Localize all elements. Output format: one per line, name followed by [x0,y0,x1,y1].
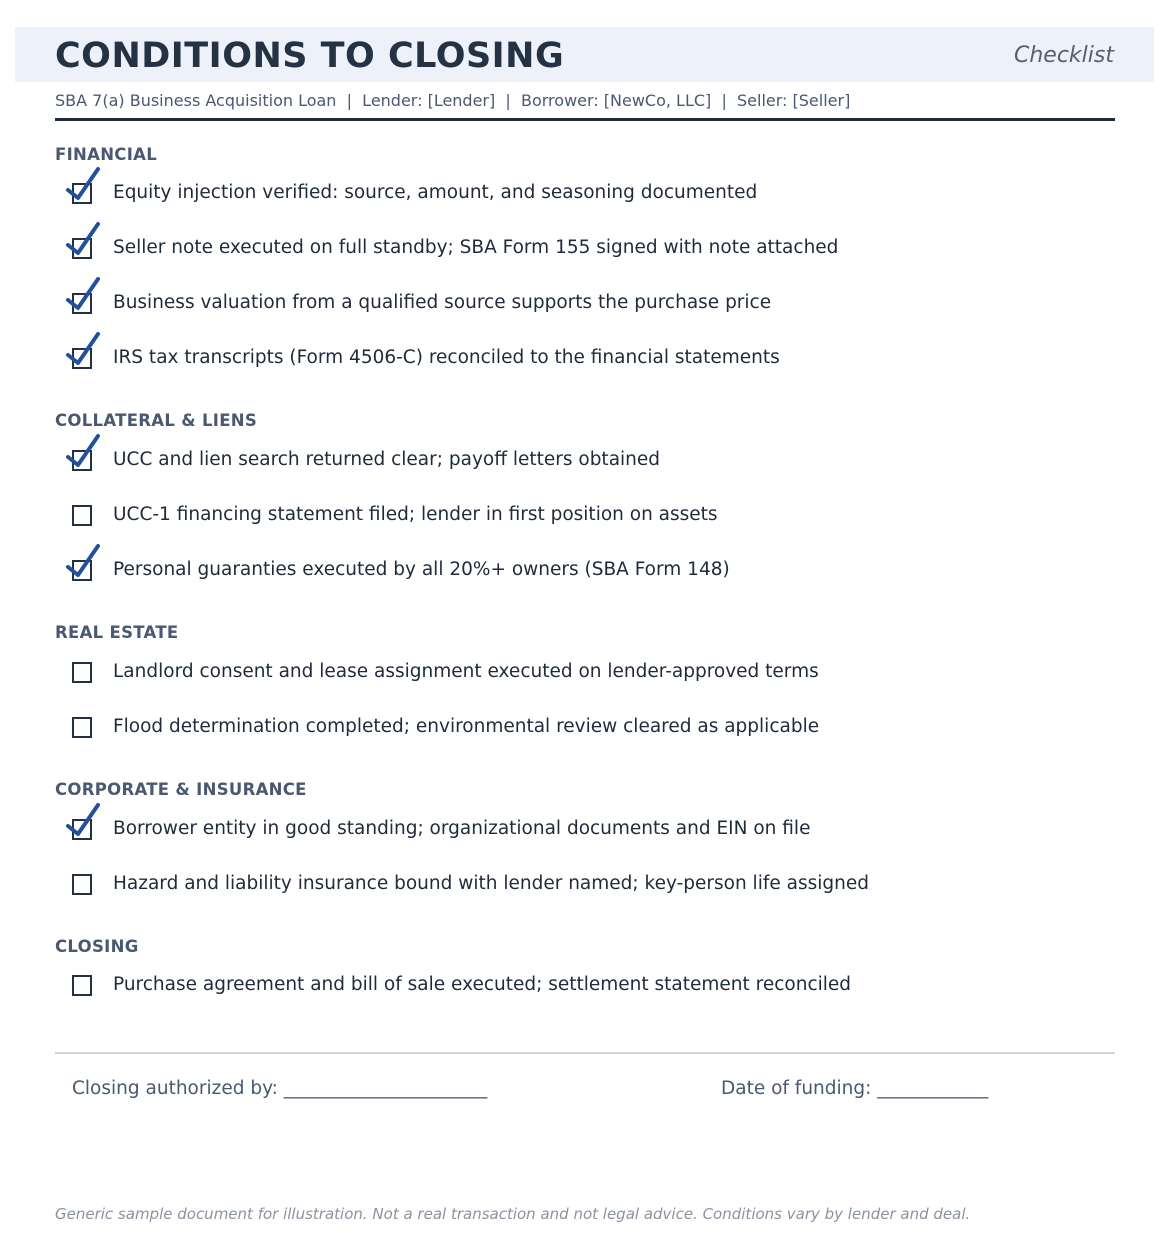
checkmark-icon [65,332,105,368]
checklist-item-label: UCC-1 financing statement filed; lender in first position on assets [113,504,718,525]
checklist-item-label: Hazard and liability insurance bound with lender named; key-person life assigned [113,873,869,894]
checkmark-icon [65,222,105,258]
checklist-item[interactable] [55,343,1115,373]
checklist-item[interactable] [55,657,1115,687]
checkbox[interactable] [72,975,92,996]
checklist-item[interactable] [55,869,1115,899]
disclaimer-note: Generic sample document for illustration. Not a real transaction and not legal advice. Conditions vary by lender and deal. [55,1205,971,1223]
checklist-item[interactable] [55,445,1115,475]
checklist-item-label: Equity injection verified: source, amount, and seasoning documented [113,182,758,203]
checklist-item[interactable] [55,555,1115,585]
checkmark-icon [65,434,105,470]
date-of-funding-field[interactable]: Date of funding: ____________ [721,1078,989,1099]
checkmark-icon [65,544,105,580]
checklist-item-label: IRS tax transcripts (Form 4506-C) reconciled to the financial statements [113,347,780,368]
section-heading-financial: FINANCIAL [55,145,158,164]
checklist-item[interactable] [55,233,1115,263]
checklist-item[interactable] [55,712,1115,742]
checkbox[interactable] [72,717,92,738]
header-divider [55,118,1115,121]
checkbox[interactable] [72,874,92,895]
checklist-item-label: Landlord consent and lease assignment executed on lender-approved terms [113,661,819,682]
checklist-item-label: Business valuation from a qualified source supports the purchase price [113,292,772,313]
checklist-item[interactable] [55,178,1115,208]
checklist-item-label: Personal guaranties executed by all 20%+ owners (SBA Form 148) [113,559,730,580]
section-heading-corporate-insurance: CORPORATE & INSURANCE [55,780,307,799]
checkmark-icon [65,803,105,839]
checklist-item[interactable] [55,970,1115,1000]
checklist-item-label: Flood determination completed; environmental review cleared as applicable [113,716,820,737]
page-title: CONDITIONS TO CLOSING [55,36,565,76]
signature-divider [55,1052,1115,1054]
checklist-item-label: Seller note executed on full standby; SBA Form 155 signed with note attached [113,237,839,258]
checklist-item[interactable] [55,814,1115,844]
checkbox[interactable] [72,662,92,683]
section-heading-collateral-liens: COLLATERAL & LIENS [55,411,258,430]
checklist-item-label: Purchase agreement and bill of sale executed; settlement statement reconciled [113,974,852,995]
checklist-item-label: Borrower entity in good standing; organizational documents and EIN on file [113,818,811,839]
closing-authorized-by-field[interactable]: Closing authorized by: ______________________ [72,1078,488,1099]
loan-parties-line: SBA 7(a) Business Acquisition Loan | Lender: [Lender] | Borrower: [NewCo, LLC] | Seller: [Seller] [55,91,851,110]
checkmark-icon [65,167,105,203]
checklist-item[interactable] [55,288,1115,318]
checklist-item[interactable] [55,500,1115,530]
checkbox[interactable] [72,505,92,526]
checklist-item-label: UCC and lien search returned clear; payoff letters obtained [113,449,661,470]
section-heading-closing: CLOSING [55,937,139,956]
document-type-label: Checklist [1014,43,1114,68]
section-heading-real-estate: REAL ESTATE [55,623,179,642]
checkmark-icon [65,277,105,313]
